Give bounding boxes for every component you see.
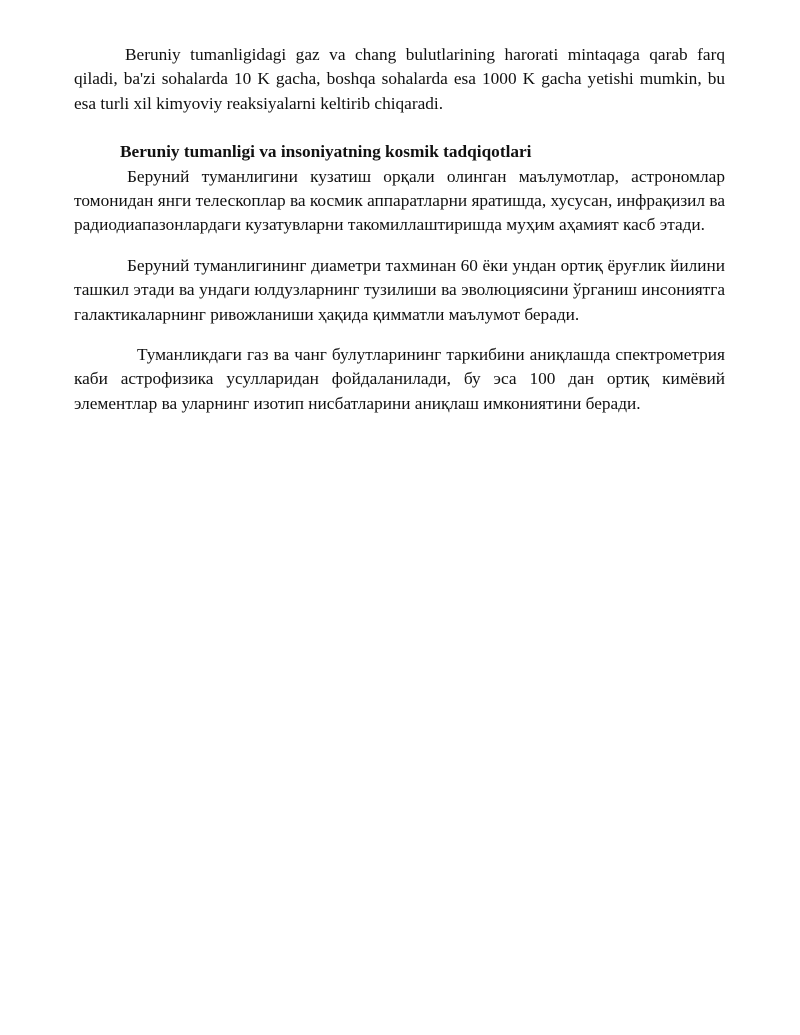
- paragraph-diameter: Беруний туманлигининг диаметри тахминан 60 ёки ундан ортиқ ёруғлик йилини ташкил этади ва ундаги юлдузларнинг тузилиши ва эволюциясини ўрганиш инсониятга галактикаларнинг ривожланиши ҳақида қимматли маълумот беради.: [74, 255, 725, 324]
- paragraph-temperature: Beruniy tumanligidagi gaz va chang bulutlarining harorati mintaqaga qarab farq qiladi, ba'zi sohalarda 10 K gacha, boshqa sohalarda esa 1000 K gacha yetishi mumkin, bu esa turli xil kimyoviy reaksiyalarni keltirib chiqaradi.: [74, 45, 725, 113]
- document-body: [74, 43, 725, 416]
- section-heading: Beruniy tumanligi va insoniyatning kosmik tadqiqotlari: [120, 142, 532, 162]
- paragraph-spectrometry: Туманликдаги газ ва чанг булутларининг таркибини аниқлашда спектрометрия каби астрофизика усулларидан фойдаланилади, бу эса 100 дан ортиқ кимёвий элементлар ва уларнинг изотип нисбатларини аниқлаш имкониятини беради.: [74, 345, 725, 413]
- paragraph-observations: Беруний туманлигини кузатиш орқали олинган маълумотлар, астрономлар томонидан янги телескоплар ва космик аппаратларни яратишда, хусусан, инфрақизил ва радиодиапазонлардаги кузатувларни такомиллаштиришда муҳим аҳамият касб этади.: [74, 166, 725, 235]
